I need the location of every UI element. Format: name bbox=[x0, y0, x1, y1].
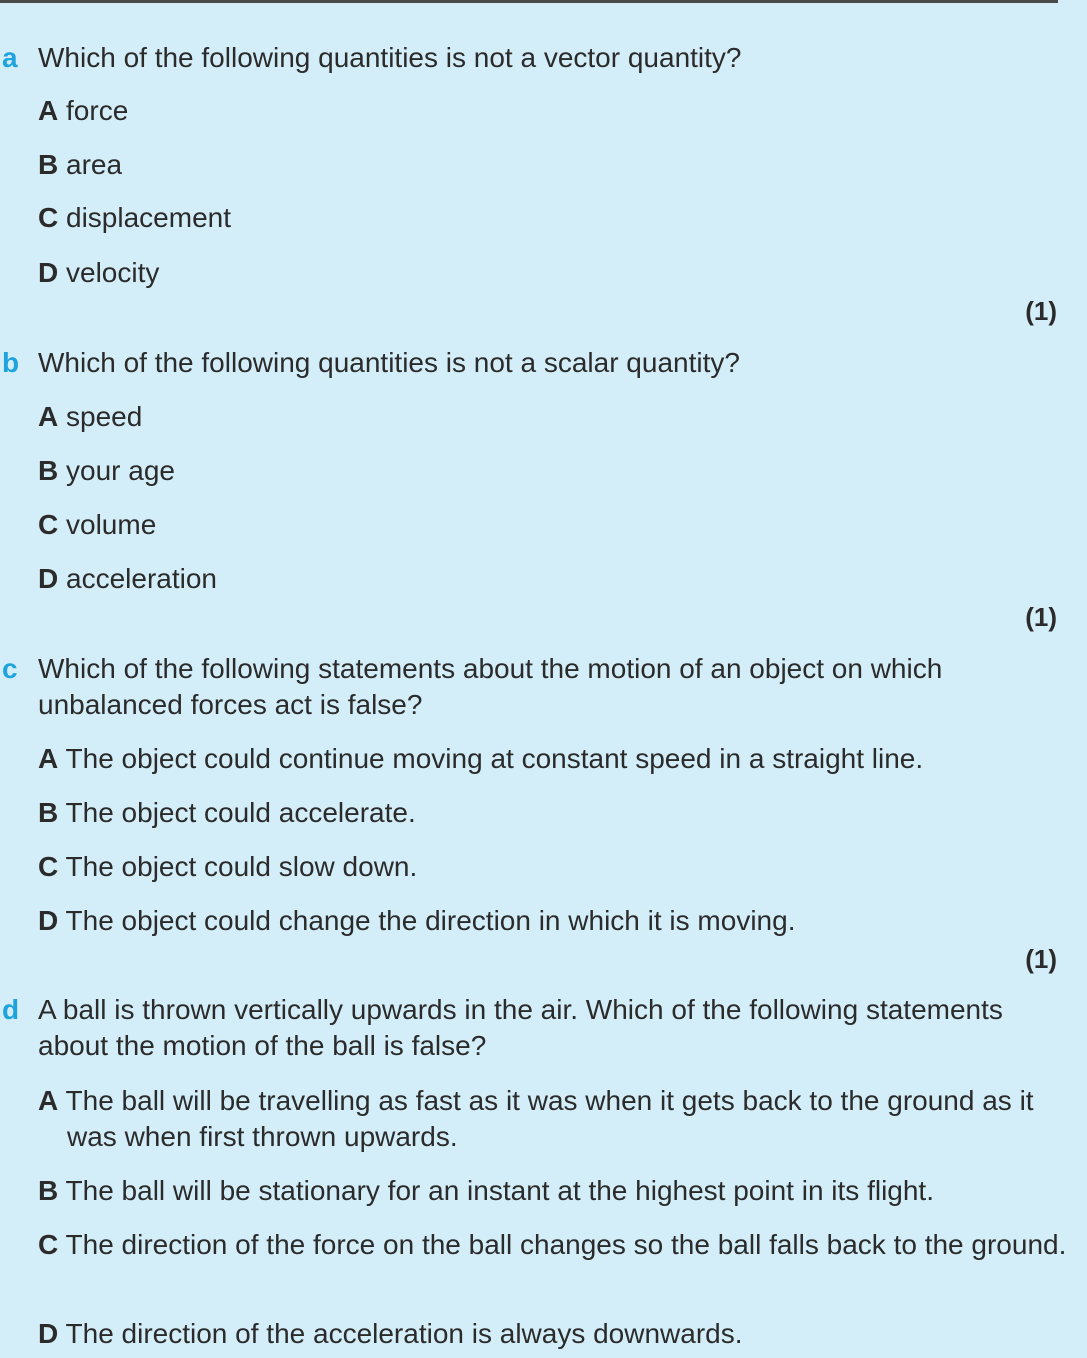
option-c-B[interactable] bbox=[38, 795, 1053, 831]
option-b-B[interactable] bbox=[38, 453, 1053, 489]
marks-c: (1) bbox=[1025, 944, 1057, 974]
option-text: The ball will be travelling as fast as it was when it gets back to the ground as it was when first thrown upwards. bbox=[65, 1085, 1034, 1152]
option-letter: A bbox=[38, 1085, 59, 1116]
option-letter: A bbox=[38, 401, 59, 432]
option-letter: D bbox=[38, 905, 59, 936]
question-text: Which of the following statements about the motion of an object on which unbalanced forces act is false? bbox=[38, 653, 943, 720]
option-letter: A bbox=[38, 95, 59, 126]
option-d-B[interactable] bbox=[38, 1173, 1053, 1209]
marks-a: (1) bbox=[1025, 296, 1057, 326]
option-text: The object could accelerate. bbox=[65, 797, 416, 828]
option-text: displacement bbox=[66, 202, 231, 233]
option-letter: C bbox=[38, 202, 59, 233]
option-letter: C bbox=[38, 1229, 59, 1260]
question-letter: c bbox=[2, 653, 18, 684]
option-letter: D bbox=[38, 1318, 59, 1349]
option-a-A[interactable] bbox=[38, 93, 1053, 129]
option-letter: B bbox=[38, 797, 59, 828]
option-c-A[interactable] bbox=[38, 741, 1053, 777]
option-letter: B bbox=[38, 455, 59, 486]
option-text: The ball will be stationary for an instant at the highest point in its flight. bbox=[65, 1175, 934, 1206]
option-letter: A bbox=[38, 743, 59, 774]
option-b-C[interactable] bbox=[38, 507, 1053, 543]
option-text: acceleration bbox=[66, 563, 217, 594]
option-letter: C bbox=[38, 851, 59, 882]
option-letter: C bbox=[38, 509, 59, 540]
option-text: force bbox=[66, 95, 129, 126]
option-text: The direction of the force on the ball changes so the ball falls back to the ground. bbox=[65, 1229, 1067, 1260]
question-letter: a bbox=[2, 42, 18, 73]
option-d-D[interactable] bbox=[38, 1316, 1053, 1352]
top-rule bbox=[0, 0, 1058, 3]
option-c-D[interactable] bbox=[38, 903, 1053, 939]
option-text: velocity bbox=[66, 257, 160, 288]
option-letter: D bbox=[38, 257, 59, 288]
option-d-C[interactable] bbox=[38, 1227, 1078, 1263]
question-text: Which of the following quantities is not a scalar quantity? bbox=[38, 347, 740, 378]
option-a-C[interactable] bbox=[38, 200, 1053, 236]
option-d-A[interactable] bbox=[38, 1083, 1078, 1155]
option-b-A[interactable] bbox=[38, 399, 1053, 435]
option-a-D[interactable] bbox=[38, 255, 1053, 291]
option-letter: D bbox=[38, 563, 59, 594]
option-b-D[interactable] bbox=[38, 561, 1053, 597]
option-text: area bbox=[66, 149, 123, 180]
question-letter: b bbox=[2, 347, 20, 378]
question-letter: d bbox=[2, 994, 20, 1025]
option-text: volume bbox=[66, 509, 157, 540]
option-c-C[interactable] bbox=[38, 849, 1053, 885]
option-letter: B bbox=[38, 149, 59, 180]
option-text: The object could change the direction in which it is moving. bbox=[65, 905, 796, 936]
marks-b: (1) bbox=[1025, 602, 1057, 632]
option-text: The object could continue moving at constant speed in a straight line. bbox=[65, 743, 924, 774]
option-text: The object could slow down. bbox=[65, 851, 418, 882]
option-text: The direction of the acceleration is always downwards. bbox=[65, 1318, 743, 1349]
option-letter: B bbox=[38, 1175, 59, 1206]
question-text: Which of the following quantities is not a vector quantity? bbox=[38, 42, 742, 73]
question-text: A ball is thrown vertically upwards in the air. Which of the following statements about the motion of the ball is false? bbox=[38, 994, 1003, 1061]
option-text: your age bbox=[66, 455, 175, 486]
option-text: speed bbox=[66, 401, 143, 432]
option-a-B[interactable] bbox=[38, 147, 1053, 183]
